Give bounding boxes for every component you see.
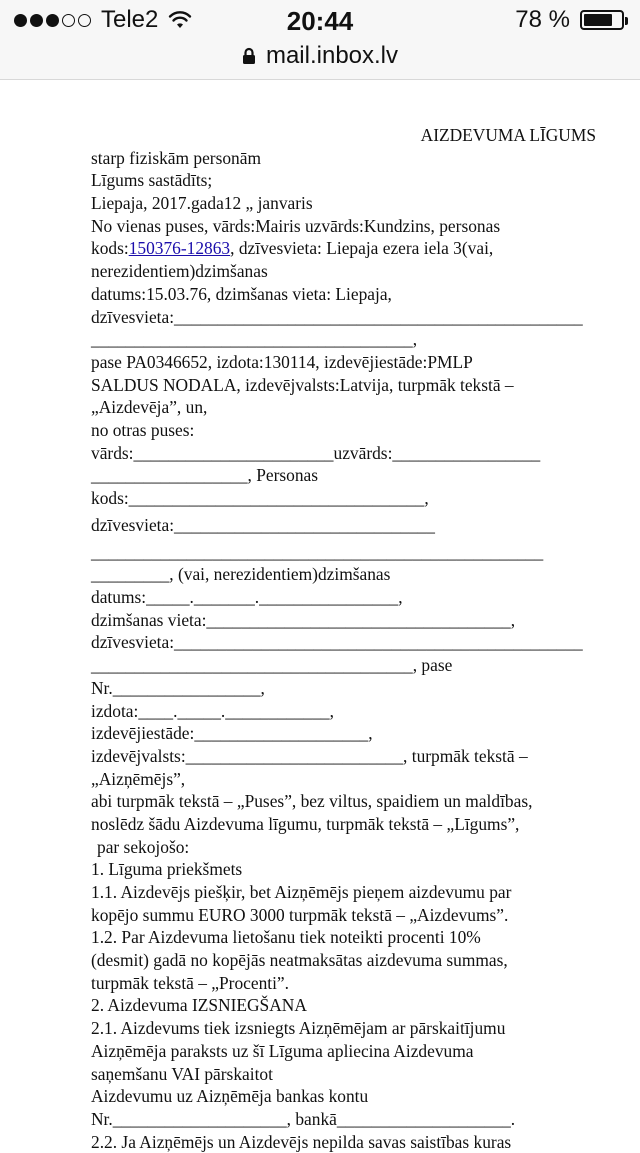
status-left [14, 7, 192, 33]
doc-line: dzīvesvieta:_______________________________________________ [91, 306, 583, 327]
doc-line [91, 237, 596, 260]
doc-line: izdevējiestāde:____________________, [91, 723, 373, 744]
doc-line: Aizņēmēja paraksts uz šī Līguma apliecina Aizdevuma [91, 1040, 474, 1061]
doc-line: _____________________________________, [91, 329, 418, 350]
doc-line: 2.2. Ja Aizņēmējs un Aizdevējs nepilda savas saistības kuras [91, 1131, 512, 1152]
signal-strength-icon [14, 14, 91, 27]
document-title: AIZDEVUMA LĪGUMS [420, 125, 596, 145]
doc-line: saņemšanu VAI pārskaitot [91, 1063, 273, 1084]
carrier-name: Tele2 [101, 6, 159, 33]
doc-line: turpmāk tekstā – „Procenti”. [91, 972, 289, 993]
doc-line: ____________________________________________________ [91, 541, 544, 562]
doc-line: Līgums sastādīts; [91, 170, 213, 191]
doc-line: Nr.____________________, bankā____________________. [91, 1108, 516, 1129]
doc-line: dzīvesvieta:______________________________ [91, 514, 435, 535]
doc-line: 2.1. Aizdevums tiek izsniegts Aizņēmējam ar pārskaitījumu [91, 1018, 506, 1039]
doc-line: Aizdevumu uz Aizņēmēja bankas kontu [91, 1086, 369, 1107]
doc-line: No vienas puses, vārds:Mairis uzvārds:Kundzins, personas [91, 215, 501, 236]
battery-icon [580, 10, 624, 30]
doc-line: izdevējvalsts:_________________________, turpmāk tekstā – [91, 745, 528, 766]
doc-line: datums:_____._______.________________, [91, 587, 403, 608]
doc-line: „Aizdevēja”, un, [91, 397, 208, 418]
doc-line: datums:15.03.76, dzimšanas vieta: Liepaja, [91, 283, 392, 304]
status-right [515, 7, 624, 33]
doc-line: Liepaja, 2017.gada12 „ janvaris [91, 193, 313, 214]
doc-line: noslēdz šādu Aizdevuma līgumu, turpmāk tekstā – „Līgums”, [91, 813, 520, 834]
doc-line: kods:__________________________________, [91, 488, 429, 508]
battery-percentage: 78 % [515, 6, 570, 33]
address-bar[interactable] [0, 40, 640, 80]
document-body [91, 124, 596, 1153]
doc-line: 1.2. Par Aizdevuma lietošanu tiek noteikti procenti 10% [91, 927, 481, 948]
doc-line: pase PA0346652, izdota:130114, izdevējiestāde:PMLP [91, 351, 473, 372]
doc-line: kopējo summu EURO 3000 turpmāk tekstā – „Aizdevums”. [91, 904, 509, 925]
clock: 20:44 [286, 6, 354, 36]
doc-line: „Aizņēmējs”, [91, 768, 186, 789]
doc-line: starp fiziskām personām [91, 147, 261, 168]
doc-line: dzīvesvieta:_______________________________________________ [91, 632, 583, 653]
phone-number-link[interactable]: 150376-12863 [128, 238, 231, 259]
doc-line: abi turpmāk tekstā – „Puses”, bez viltus, spaidiem un maldības, [91, 791, 533, 812]
url-text[interactable]: mail.inbox.lv [265, 42, 399, 69]
doc-line: Nr._________________, [91, 677, 265, 698]
doc-line: izdota:____._____.____________, [91, 700, 334, 721]
doc-line: SALDUS NODALA, izdevējvalsts:Latvija, turpmāk tekstā – [91, 374, 514, 395]
doc-line-part: , dzīvesvieta: Liepaja ezera iela 3(vai, [230, 238, 494, 259]
doc-line: (desmit) gadā no kopējās neatmaksātas aizdevuma summas, [91, 950, 508, 971]
doc-line: nerezidentiem)dzimšanas [91, 261, 268, 282]
section-heading: 1. Līguma priekšmets [91, 859, 243, 880]
doc-line: vārds:_______________________uzvārds:_________________ [91, 442, 541, 463]
doc-line: __________________, Personas [91, 465, 319, 486]
doc-line: 1.1. Aizdevējs piešķir, bet Aizņēmējs pieņem aizdevumu par [91, 882, 512, 902]
doc-line: par sekojošo: [97, 836, 190, 857]
doc-line: _________, (vai, nerezidentiem)dzimšanas [91, 564, 391, 585]
wifi-icon [168, 11, 192, 29]
lock-icon [242, 47, 256, 65]
doc-line: no otras puses: [91, 419, 195, 440]
doc-line: dzimšanas vieta:___________________________________, [91, 609, 516, 630]
section-heading: 2. Aizdevuma IZSNIEGŠANA [91, 995, 307, 1016]
status-bar [0, 0, 640, 40]
doc-line: _____________________________________, pase [91, 655, 453, 676]
doc-line-part: kods: [91, 238, 129, 259]
